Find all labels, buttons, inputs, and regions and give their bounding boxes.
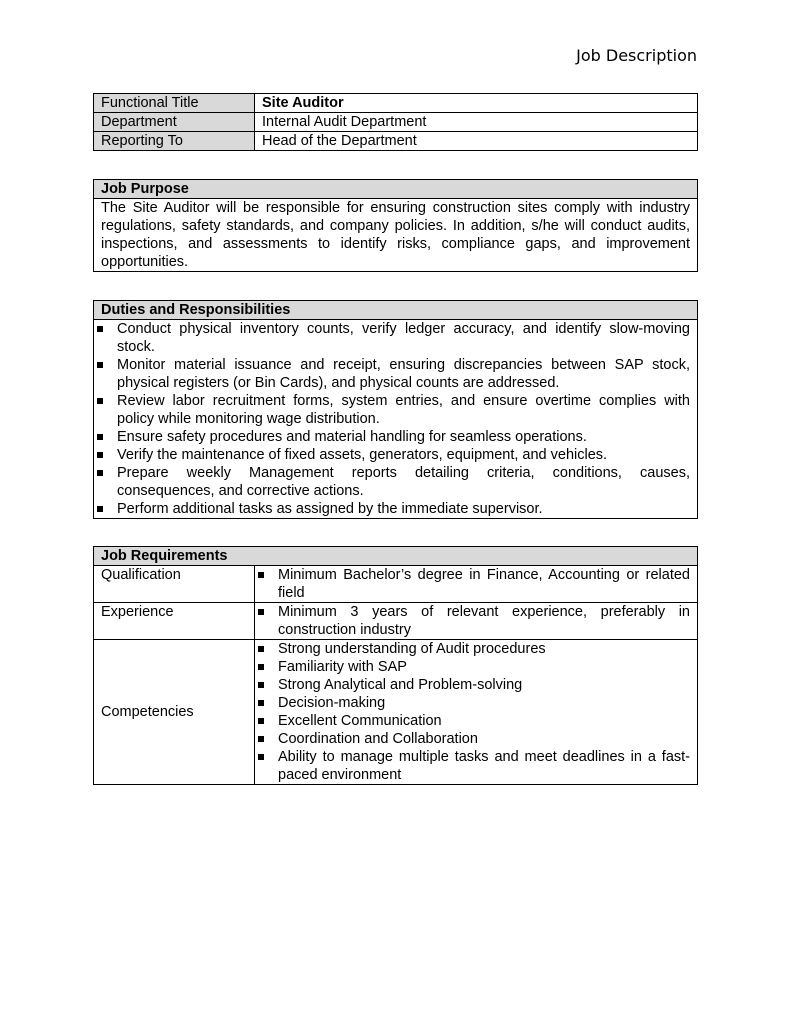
table-row <box>94 113 698 132</box>
list-item: Conduct physical inventory counts, verify ledger accuracy, and identify slow-moving stock. <box>94 320 690 356</box>
bullet-icon <box>258 754 264 760</box>
list-item: Decision-making <box>255 694 690 712</box>
overview-table <box>93 93 698 151</box>
bullet-icon <box>258 682 264 688</box>
bullet-icon <box>97 326 103 332</box>
competencies-label: Competencies <box>94 640 255 785</box>
list-item: Ability to manage multiple tasks and meet deadlines in a fast-paced environment <box>255 748 690 784</box>
list-item: Minimum Bachelor’s degree in Finance, Accounting or related field <box>255 566 690 602</box>
reporting-to-value: Head of the Department <box>255 132 698 151</box>
reporting-to-label: Reporting To <box>94 132 255 151</box>
department-value: Internal Audit Department <box>255 113 698 132</box>
list-item: Strong understanding of Audit procedures <box>255 640 690 658</box>
bullet-icon <box>97 398 103 404</box>
list-item: Ensure safety procedures and material handling for seamless operations. <box>94 428 690 446</box>
table-row <box>94 132 698 151</box>
list-item: Excellent Communication <box>255 712 690 730</box>
list-item: Strong Analytical and Problem-solving <box>255 676 690 694</box>
requirements-table <box>93 546 698 785</box>
list-item: Minimum 3 years of relevant experience, preferably in construction industry <box>255 603 690 639</box>
table-row <box>94 566 698 603</box>
experience-list <box>255 603 690 639</box>
list-item: Perform additional tasks as assigned by the immediate supervisor. <box>94 500 690 518</box>
functional-title-value: Site Auditor <box>255 94 698 113</box>
bullet-icon <box>97 470 103 476</box>
table-row <box>94 640 698 785</box>
list-item: Review labor recruitment forms, system entries, and ensure overtime complies with policy while monitoring wage distribution. <box>94 392 690 428</box>
job-purpose-heading: Job Purpose <box>94 180 698 199</box>
bullet-icon <box>97 434 103 440</box>
functional-title-label: Functional Title <box>94 94 255 113</box>
list-item: Familiarity with SAP <box>255 658 690 676</box>
duties-list <box>94 320 690 518</box>
list-item: Verify the maintenance of fixed assets, generators, equipment, and vehicles. <box>94 446 690 464</box>
list-item: Monitor material issuance and receipt, ensuring discrepancies between SAP stock, physical registers (or Bin Cards), and physical counts are addressed. <box>94 356 690 392</box>
competencies-list <box>255 640 690 784</box>
bullet-icon <box>258 718 264 724</box>
bullet-icon <box>97 362 103 368</box>
list-item: Coordination and Collaboration <box>255 730 690 748</box>
experience-label: Experience <box>94 603 255 640</box>
requirements-heading: Job Requirements <box>94 547 698 566</box>
duties-heading: Duties and Responsibilities <box>94 301 698 320</box>
qualification-label: Qualification <box>94 566 255 603</box>
qualification-list <box>255 566 690 602</box>
bullet-icon <box>97 452 103 458</box>
bullet-icon <box>97 506 103 512</box>
bullet-icon <box>258 572 264 578</box>
bullet-icon <box>258 736 264 742</box>
bullet-icon <box>258 700 264 706</box>
document-title: Job Description <box>576 46 697 65</box>
job-purpose-table <box>93 179 698 272</box>
job-purpose-text: The Site Auditor will be responsible for ensuring construction sites comply with industry regulations, safety standards, and company policies. In addition, s/he will conduct audits, inspections, and assessments to identify risks, compliance gaps, and improvement opportunities. <box>94 199 698 272</box>
list-item: Prepare weekly Management reports detailing criteria, conditions, causes, consequences, and corrective actions. <box>94 464 690 500</box>
bullet-icon <box>258 646 264 652</box>
duties-table <box>93 300 698 519</box>
department-label: Department <box>94 113 255 132</box>
table-row <box>94 603 698 640</box>
bullet-icon <box>258 609 264 615</box>
bullet-icon <box>258 664 264 670</box>
table-row <box>94 94 698 113</box>
